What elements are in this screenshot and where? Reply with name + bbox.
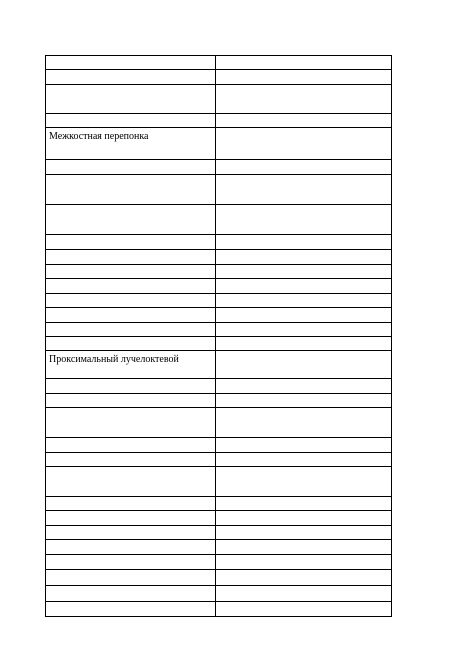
table-cell-right — [216, 438, 392, 453]
table-cell-right — [216, 408, 392, 438]
table-cell-left — [46, 555, 216, 570]
table-cell-right — [216, 250, 392, 265]
table-cell-right — [216, 294, 392, 308]
table-row — [46, 56, 392, 70]
table-cell-right — [216, 453, 392, 467]
table-cell-left — [46, 160, 216, 175]
table-cell-left — [46, 114, 216, 128]
table-row — [46, 114, 392, 128]
table-cell-right — [216, 511, 392, 526]
table-row — [46, 438, 392, 453]
table-row — [46, 205, 392, 235]
table-cell-left — [46, 70, 216, 85]
table-row — [46, 265, 392, 279]
table-cell-left — [46, 175, 216, 205]
table-row — [46, 70, 392, 85]
table-cell-left — [46, 308, 216, 323]
table-cell-right — [216, 602, 392, 617]
table-row — [46, 175, 392, 205]
table-row — [46, 160, 392, 175]
table-cell-right — [216, 540, 392, 555]
table-cell-left — [46, 394, 216, 408]
table-cell-right — [216, 570, 392, 586]
table-cell-right — [216, 526, 392, 540]
table-cell-right — [216, 308, 392, 323]
table-cell-left: Проксимальный лучелоктевой — [46, 351, 216, 379]
table-cell-right — [216, 323, 392, 337]
table-cell-left — [46, 294, 216, 308]
table-row — [46, 497, 392, 511]
table-cell-left — [46, 323, 216, 337]
table-row — [46, 235, 392, 250]
table-row — [46, 526, 392, 540]
table-cell-left — [46, 511, 216, 526]
table-row — [46, 586, 392, 602]
table-cell-right — [216, 337, 392, 351]
table-cell-right — [216, 160, 392, 175]
table-cell-right — [216, 128, 392, 160]
table-cell-right — [216, 555, 392, 570]
table-cell-left — [46, 570, 216, 586]
table-row — [46, 250, 392, 265]
table-cell-left — [46, 250, 216, 265]
table-cell-left — [46, 408, 216, 438]
table-cell-left — [46, 279, 216, 294]
table-cell-left — [46, 438, 216, 453]
table-row — [46, 453, 392, 467]
table-cell-left — [46, 56, 216, 70]
table-cell-right — [216, 351, 392, 379]
table-cell-left — [46, 526, 216, 540]
table-cell-right — [216, 205, 392, 235]
table-cell-right — [216, 235, 392, 250]
table-row — [46, 467, 392, 497]
table-cell-left — [46, 379, 216, 394]
table-row — [46, 408, 392, 438]
table-cell-right — [216, 394, 392, 408]
table-row — [46, 602, 392, 617]
table-cell-right — [216, 586, 392, 602]
table-row — [46, 511, 392, 526]
table-cell-left — [46, 602, 216, 617]
table-row — [46, 337, 392, 351]
table-cell-left: Межкостная перепонка — [46, 128, 216, 160]
table-row — [46, 308, 392, 323]
table-cell-left — [46, 467, 216, 497]
table-row — [46, 323, 392, 337]
table-row — [46, 394, 392, 408]
table-cell-left — [46, 205, 216, 235]
table-cell-left — [46, 586, 216, 602]
table-cell-left — [46, 235, 216, 250]
table-row — [46, 85, 392, 114]
table-cell-right — [216, 114, 392, 128]
table-cell-right — [216, 85, 392, 114]
table-cell-right — [216, 175, 392, 205]
table-cell-left — [46, 540, 216, 555]
table-cell-left — [46, 337, 216, 351]
data-table — [45, 55, 392, 617]
table-cell-left — [46, 453, 216, 467]
table-cell-right — [216, 497, 392, 511]
table-row — [46, 570, 392, 586]
table-cell-right — [216, 379, 392, 394]
table-cell-right — [216, 70, 392, 85]
table-row — [46, 351, 392, 379]
table-row — [46, 279, 392, 294]
table-row — [46, 540, 392, 555]
table-cell-right — [216, 56, 392, 70]
table-row — [46, 294, 392, 308]
table-row — [46, 379, 392, 394]
table-cell-left — [46, 85, 216, 114]
table-cell-right — [216, 279, 392, 294]
table-row — [46, 555, 392, 570]
table-cell-left — [46, 497, 216, 511]
table-cell-left — [46, 265, 216, 279]
table-row — [46, 128, 392, 160]
table-cell-right — [216, 467, 392, 497]
table-cell-right — [216, 265, 392, 279]
